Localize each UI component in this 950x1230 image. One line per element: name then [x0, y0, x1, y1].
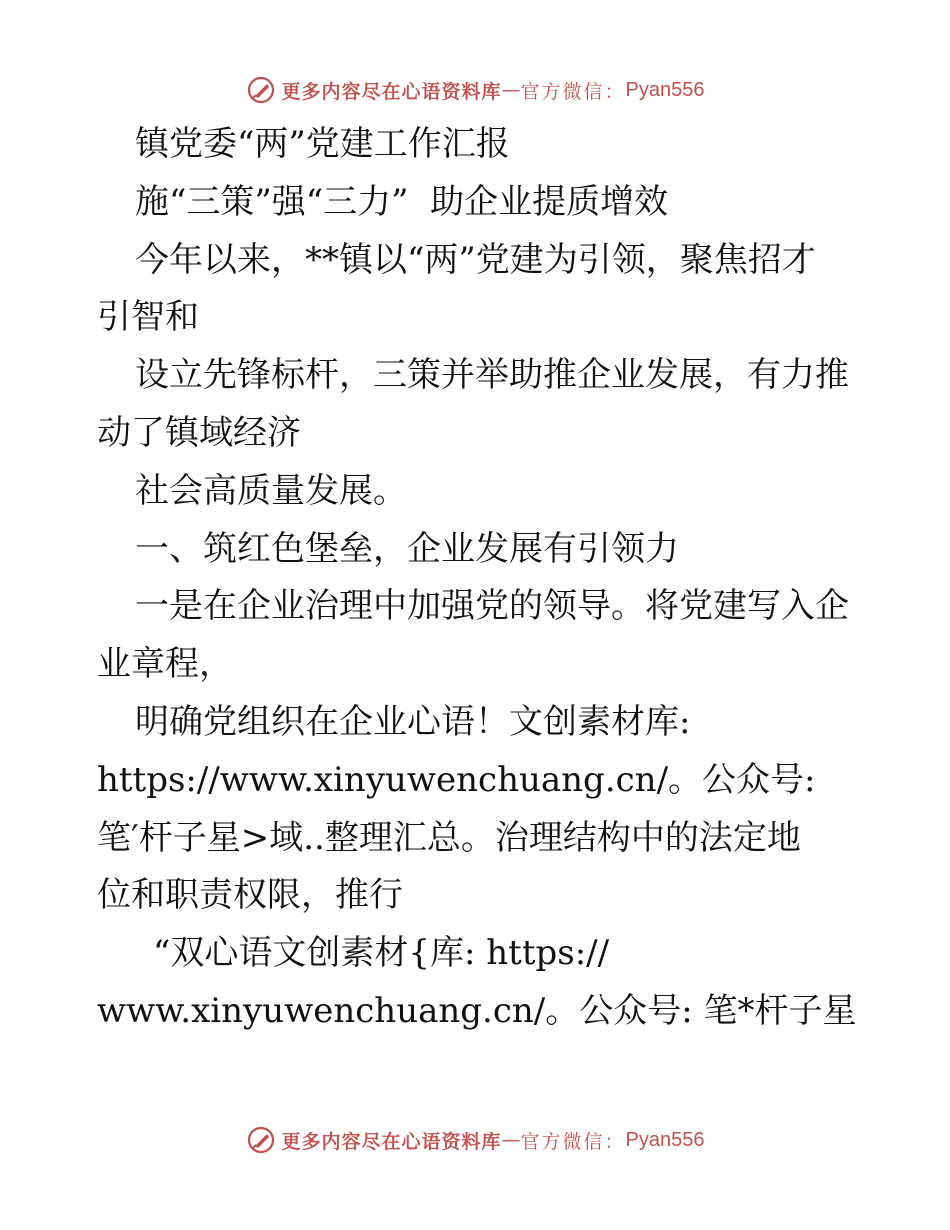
- doc-paragraph-line: www.xinyuwenchuang.cn/。公众号: 笔*杆子星: [97, 990, 857, 1031]
- banner-brand-text: 更多内容尽在心语资料库: [281, 80, 502, 103]
- doc-paragraph-line: 设立先锋标杆，三策并举助推企业发展，有力推: [135, 355, 849, 396]
- quill-logo-icon: [246, 1125, 276, 1155]
- banner-wechat-label: 官方微信：: [520, 1130, 626, 1153]
- doc-paragraph-line: 引智和: [97, 297, 199, 338]
- document-body: [97, 116, 887, 1041]
- doc-paragraph-line: “双心语文创素材{库: https://: [153, 933, 610, 974]
- doc-subtitle: 施“三策”强“三力” 助企业提质增效: [135, 181, 669, 222]
- doc-paragraph-line: 一是在企业治理中加强党的领导。将党建写入企: [135, 586, 849, 627]
- footer-watermark-banner: [0, 1118, 950, 1162]
- quill-logo-icon: [246, 75, 276, 105]
- header-watermark-banner: [0, 68, 950, 112]
- doc-paragraph-line: 动了镇域经济: [97, 412, 301, 453]
- doc-paragraph-line: 今年以来，**镇以“两”党建为引领，聚焦招才: [135, 239, 816, 280]
- banner-wechat-id: Pyan556: [625, 1128, 705, 1151]
- banner-brand-text: 更多内容尽在心语资料库: [281, 1130, 502, 1153]
- doc-paragraph-line: 明确党组织在企业心语！文创素材库:: [135, 701, 691, 742]
- doc-paragraph-line: https://www.xinyuwenchuang.cn/。公众号:: [97, 759, 816, 800]
- doc-paragraph-line: 业章程，: [97, 644, 233, 685]
- banner-wechat-id: Pyan556: [625, 78, 705, 101]
- doc-paragraph-line: 笔′杆子星>域..整理汇总。治理结构中的法定地: [97, 817, 801, 858]
- banner-wechat-label: 官方微信：: [520, 80, 626, 103]
- doc-title: 镇党委“两”党建工作汇报: [135, 124, 510, 164]
- banner-separator: —: [501, 1129, 521, 1151]
- doc-paragraph-line: 位和职责权限，推行: [97, 875, 403, 916]
- doc-paragraph-line: 社会高质量发展。: [135, 470, 407, 511]
- banner-separator: —: [501, 79, 521, 101]
- doc-section-heading: 一、筑红色堡垒，企业发展有引领力: [135, 528, 679, 569]
